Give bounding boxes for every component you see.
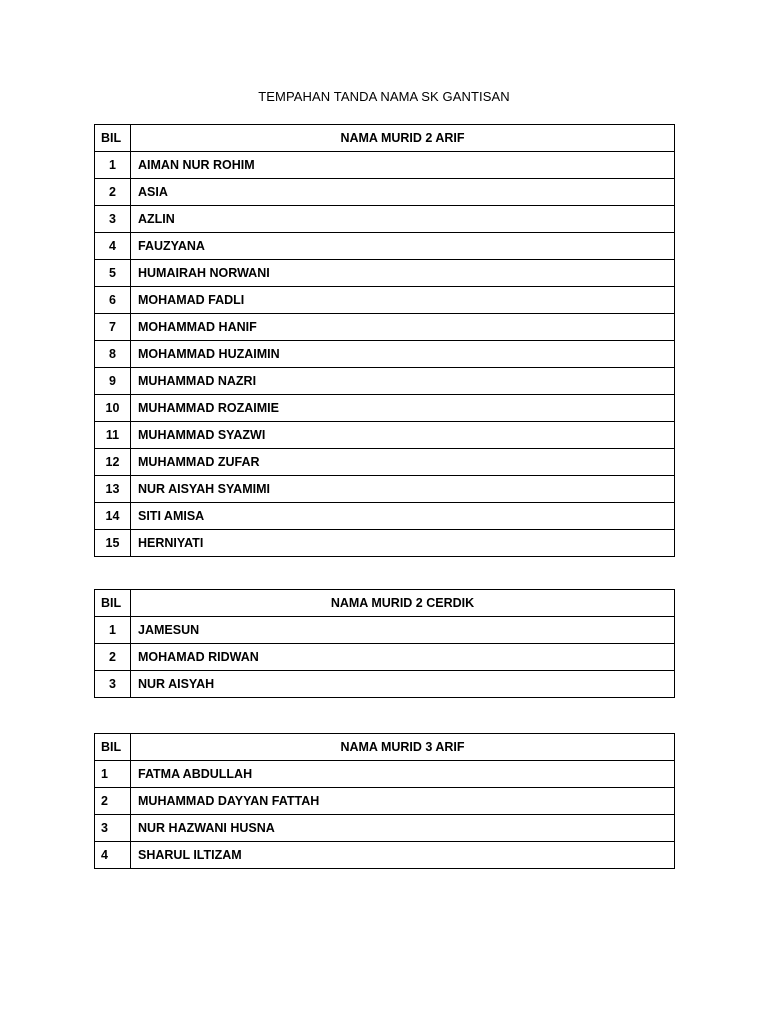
bil-cell: 1 [95, 617, 131, 644]
name-cell: MOHAMAD FADLI [131, 287, 675, 314]
bil-cell: 11 [95, 422, 131, 449]
bil-cell: 1 [95, 761, 131, 788]
bil-cell: 2 [95, 179, 131, 206]
name-cell: MOHAMMAD HANIF [131, 314, 675, 341]
table-row [95, 761, 675, 788]
name-cell: MOHAMAD RIDWAN [131, 644, 675, 671]
name-cell: AZLIN [131, 206, 675, 233]
table-header-row [95, 125, 675, 152]
name-cell: FAUZYANA [131, 233, 675, 260]
bil-cell: 3 [95, 815, 131, 842]
roster-table-3-arif [94, 733, 675, 869]
table-row [95, 314, 675, 341]
name-cell: NUR AISYAH [131, 671, 675, 698]
bil-cell: 1 [95, 152, 131, 179]
table-row [95, 260, 675, 287]
bil-cell: 6 [95, 287, 131, 314]
name-cell: NUR HAZWANI HUSNA [131, 815, 675, 842]
bil-column-header: BIL [95, 734, 131, 761]
bil-column-header: BIL [95, 590, 131, 617]
bil-cell: 14 [95, 503, 131, 530]
table-row [95, 152, 675, 179]
name-cell: ASIA [131, 179, 675, 206]
roster-table-2-cerdik [94, 589, 675, 698]
table-row [95, 233, 675, 260]
table-row [95, 206, 675, 233]
table-row [95, 788, 675, 815]
name-cell: MUHAMMAD ZUFAR [131, 449, 675, 476]
table-row [95, 476, 675, 503]
name-cell: MUHAMMAD DAYYAN FATTAH [131, 788, 675, 815]
name-column-header: NAMA MURID 3 ARIF [131, 734, 675, 761]
name-cell: HERNIYATI [131, 530, 675, 557]
bil-cell: 12 [95, 449, 131, 476]
table-row [95, 449, 675, 476]
bil-cell: 7 [95, 314, 131, 341]
table-row [95, 644, 675, 671]
name-column-header: NAMA MURID 2 CERDIK [131, 590, 675, 617]
bil-cell: 8 [95, 341, 131, 368]
bil-cell: 10 [95, 395, 131, 422]
name-cell: JAMESUN [131, 617, 675, 644]
table-row [95, 503, 675, 530]
name-cell: AIMAN NUR ROHIM [131, 152, 675, 179]
name-cell: MUHAMMAD NAZRI [131, 368, 675, 395]
name-cell: MUHAMMAD SYAZWI [131, 422, 675, 449]
page-title: TEMPAHAN TANDA NAMA SK GANTISAN [258, 89, 510, 104]
table-row [95, 395, 675, 422]
bil-cell: 5 [95, 260, 131, 287]
table-header-row [95, 734, 675, 761]
table-row [95, 287, 675, 314]
bil-cell: 2 [95, 788, 131, 815]
table-row [95, 530, 675, 557]
name-cell: SITI AMISA [131, 503, 675, 530]
name-cell: HUMAIRAH NORWANI [131, 260, 675, 287]
bil-cell: 4 [95, 842, 131, 869]
bil-cell: 4 [95, 233, 131, 260]
table-row [95, 179, 675, 206]
bil-cell: 13 [95, 476, 131, 503]
table-row [95, 422, 675, 449]
bil-cell: 9 [95, 368, 131, 395]
bil-cell: 15 [95, 530, 131, 557]
table-row [95, 368, 675, 395]
bil-column-header: BIL [95, 125, 131, 152]
name-cell: MUHAMMAD ROZAIMIE [131, 395, 675, 422]
bil-cell: 3 [95, 206, 131, 233]
table-row [95, 671, 675, 698]
name-cell: FATMA ABDULLAH [131, 761, 675, 788]
name-cell: NUR AISYAH SYAMIMI [131, 476, 675, 503]
table-row [95, 341, 675, 368]
table-header-row [95, 590, 675, 617]
table-row [95, 617, 675, 644]
name-cell: SHARUL ILTIZAM [131, 842, 675, 869]
bil-cell: 2 [95, 644, 131, 671]
name-column-header: NAMA MURID 2 ARIF [131, 125, 675, 152]
table-row [95, 815, 675, 842]
roster-table-2-arif [94, 124, 675, 557]
table-row [95, 842, 675, 869]
bil-cell: 3 [95, 671, 131, 698]
name-cell: MOHAMMAD HUZAIMIN [131, 341, 675, 368]
